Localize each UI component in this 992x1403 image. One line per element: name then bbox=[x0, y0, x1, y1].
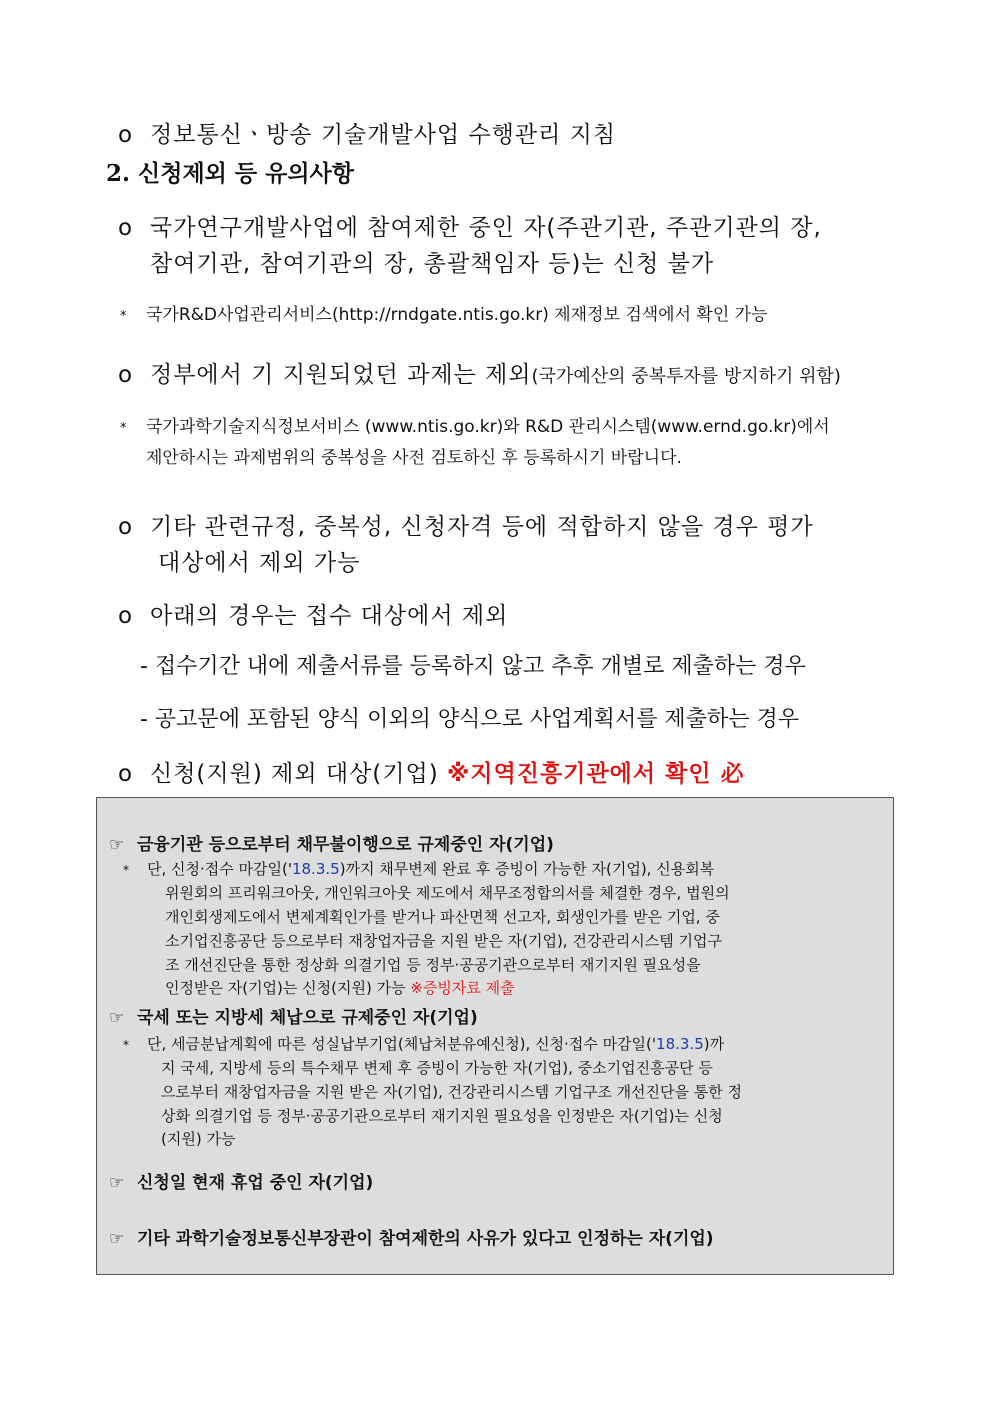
restriction-item bbox=[118, 209, 822, 242]
excluded-item bbox=[118, 755, 745, 788]
box-note-1-line1 bbox=[123, 858, 714, 882]
exclusion-box bbox=[96, 797, 894, 1275]
rule-item-text: 정보통신ㆍ방송 기술개발사업 수행관리 지침 bbox=[150, 122, 617, 148]
note-marker: * bbox=[120, 421, 127, 436]
box-note-2-line1 bbox=[123, 1033, 724, 1057]
bullet-marker: o bbox=[118, 514, 134, 540]
dup-note bbox=[120, 412, 830, 437]
note-text: )까 bbox=[703, 1035, 725, 1053]
bullet-marker: o bbox=[118, 362, 134, 388]
excluded-notice: ※지역진흥기관에서 확인 必 bbox=[447, 761, 745, 787]
deadline-date: 18.3.5 bbox=[291, 860, 340, 878]
box-heading-1 bbox=[109, 830, 554, 855]
receipt-item1: - 접수기간 내에 제출서류를 등록하지 않고 추후 개별로 제출하는 경우 bbox=[140, 654, 806, 679]
excluded-title: 신청(지원) 제외 대상(기업) bbox=[150, 761, 439, 787]
rule-item bbox=[118, 116, 616, 149]
bullet-marker: o bbox=[118, 761, 134, 787]
dup-note-line1: 국가과학기술지식정보서비스 (www.ntis.go.kr)와 R&D 관리시스템(www.ernd.go.kr)에서 bbox=[146, 417, 830, 437]
pointing-hand-icon: ☞ bbox=[109, 835, 125, 855]
other-item bbox=[118, 508, 814, 541]
note-text: 단, 세금분납계획에 따른 성실납부기업(체납처분유예신청), 신청·접수 마감일(' bbox=[147, 1035, 657, 1053]
gov-support-text: 정부에서 기 지원되었던 과제는 제외 bbox=[150, 362, 532, 388]
restriction-line1: 국가연구개발사업에 참여제한 중인 자(주관기관, 주관기관의 장, bbox=[150, 215, 822, 241]
restriction-line2: 참여기관, 참여기관의 장, 총괄책임자 등)는 신청 불가 bbox=[150, 251, 715, 277]
gov-support-item bbox=[118, 356, 841, 389]
bullet-marker: o bbox=[118, 215, 134, 241]
section-title: 2. 신청제외 등 유의사항 bbox=[106, 160, 354, 187]
ntis-note-text: 국가R&D사업관리서비스(http://rndgate.ntis.go.kr) 제재정보 검색에서 확인 가능 bbox=[146, 305, 768, 325]
gov-support-paren: (국가예산의 중복투자를 방지하기 위함) bbox=[531, 366, 841, 387]
box-heading-2 bbox=[109, 1003, 478, 1028]
box-note-1-line6 bbox=[165, 977, 515, 1000]
box-note-2-line4: 상화 의결기업 등 정부·공공기관으로부터 재기지원 필요성을 인정받은 자(기업)는 신청 bbox=[161, 1107, 723, 1125]
receipt-title: 아래의 경우는 접수 대상에서 제외 bbox=[150, 603, 509, 629]
note-text: 인정받은 자(기업)는 신청(지원) 가능 bbox=[165, 979, 406, 997]
pointing-hand-icon: ☞ bbox=[109, 1008, 125, 1028]
box-heading-1-text: 금융기관 등으로부터 채무불이행으로 규제중인 자(기업) bbox=[137, 835, 554, 855]
bullet-marker: o bbox=[118, 603, 134, 629]
bullet-marker: o bbox=[118, 122, 134, 148]
pointing-hand-icon: ☞ bbox=[109, 1229, 125, 1249]
note-marker: * bbox=[120, 309, 127, 324]
evidence-required: ※증빙자료 제출 bbox=[410, 979, 515, 997]
pointing-hand-icon: ☞ bbox=[109, 1173, 125, 1193]
box-heading-3 bbox=[109, 1168, 373, 1193]
box-heading-3-text: 신청일 현재 휴업 중인 자(기업) bbox=[137, 1173, 374, 1193]
box-note-1-line4: 소기업진흥공단 등으로부터 재창업자금을 지원 받은 자(기업), 건강관리시스템 기업구 bbox=[165, 932, 723, 950]
receipt-item bbox=[118, 597, 508, 630]
box-note-2-line2: 지 국세, 지방세 등의 특수채무 변제 후 증빙이 가능한 자(기업), 중소기업진흥공단 등 bbox=[161, 1059, 713, 1077]
other-line2: 대상에서 제외 가능 bbox=[158, 550, 361, 576]
ntis-note bbox=[120, 300, 768, 325]
deadline-date: 18.3.5 bbox=[656, 1035, 704, 1053]
note-text: )까지 채무변제 완료 후 증빙이 가능한 자(기업), 신용회복 bbox=[339, 860, 715, 878]
note-marker: * bbox=[123, 1038, 129, 1052]
box-heading-4 bbox=[109, 1224, 714, 1249]
note-text: 단, 신청·접수 마감일(' bbox=[147, 860, 292, 878]
other-line1: 기타 관련규정, 중복성, 신청자격 등에 적합하지 않을 경우 평가 bbox=[150, 514, 814, 540]
box-note-2-line5: (지원) 가능 bbox=[161, 1130, 236, 1148]
box-heading-2-text: 국세 또는 지방세 체납으로 규제중인 자(기업) bbox=[137, 1008, 478, 1028]
box-note-1-line2: 위원회의 프리워크아웃, 개인워크아웃 제도에서 채무조정합의서를 체결한 경우, 법원의 bbox=[165, 884, 730, 902]
box-note-1-line5: 조 개선진단을 통한 정상화 의결기업 등 정부·공공기관으로부터 재기지원 필요성을 bbox=[165, 956, 701, 974]
dup-note-line2: 제안하시는 과제범위의 중복성을 사전 검토하신 후 등록하시기 바랍니다. bbox=[146, 448, 682, 468]
receipt-item2: - 공고문에 포함된 양식 이외의 양식으로 사업계획서를 제출하는 경우 bbox=[140, 707, 799, 732]
note-marker: * bbox=[123, 863, 129, 877]
box-note-2-line3: 으로부터 재창업자금을 지원 받은 자(기업), 건강관리시스템 기업구조 개선진단을 통한 정 bbox=[161, 1083, 743, 1101]
box-note-1-line3: 개인회생제도에서 변제계획인가를 받거나 파산면책 선고자, 회생인가를 받은 기업, 중 bbox=[165, 908, 720, 926]
box-heading-4-text: 기타 과학기술정보통신부장관이 참여제한의 사유가 있다고 인정하는 자(기업) bbox=[137, 1229, 714, 1249]
